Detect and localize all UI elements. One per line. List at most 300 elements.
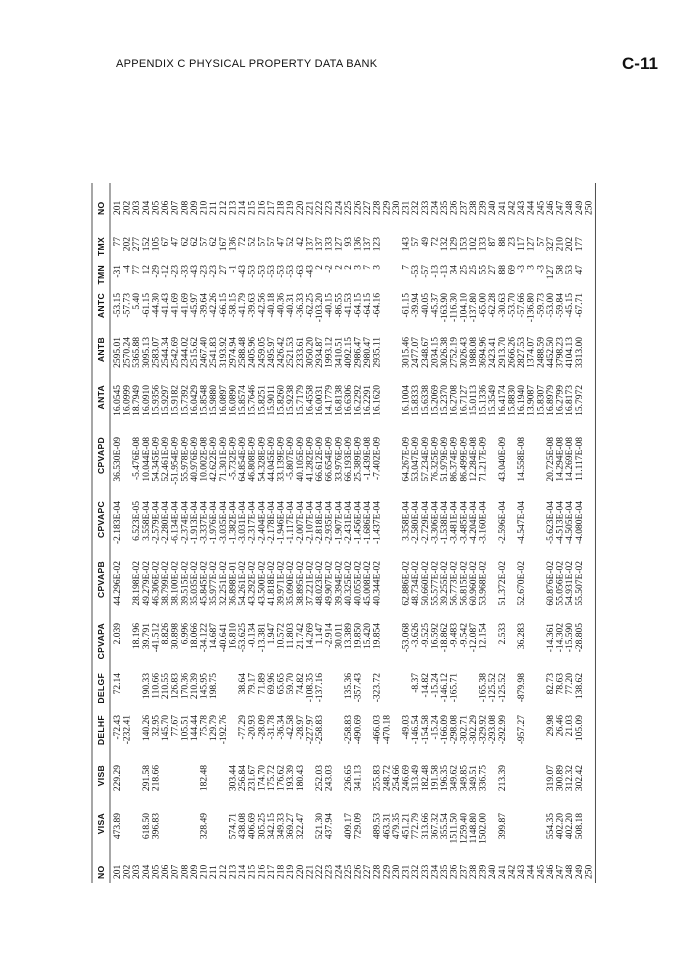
table-cell: 105.51	[180, 715, 191, 742]
table-cell: 28.198E-02	[132, 561, 143, 606]
table-cell: 15.8307	[536, 385, 547, 416]
table-cell: 554.35	[545, 813, 556, 840]
table-cell: 210	[199, 200, 210, 215]
table-cell: -31	[113, 265, 123, 278]
table-cell: -45.37	[430, 293, 441, 318]
table-cell: -1.382E-04	[228, 501, 239, 545]
table-cell: 40.344E-02	[372, 561, 383, 606]
table-cell: 15.2370	[440, 385, 451, 416]
table-cell: 45.008E-02	[363, 561, 374, 606]
table-cell: -40.641	[218, 623, 229, 653]
table-cell: -39.94	[411, 293, 422, 318]
table-cell: -9.542	[459, 623, 470, 648]
table-row	[180, 201, 190, 880]
table-cell: -1.437E-04	[372, 501, 383, 545]
table-cell: 145.70	[161, 715, 172, 742]
table-cell: -8.37	[411, 673, 422, 693]
table-cell: 3798.23	[555, 337, 566, 368]
table-cell: 219	[286, 200, 297, 215]
table-cell: 58	[555, 265, 566, 275]
table-cell: 312.32	[565, 765, 576, 792]
table-cell: 214	[238, 864, 249, 879]
table-cell: -31.78	[266, 715, 277, 740]
table-cell: -3.160E-04	[478, 501, 489, 545]
table-cell: -23	[209, 265, 220, 278]
page-number: C-11	[622, 54, 658, 73]
table-cell: 2974.94	[228, 337, 239, 368]
table-row	[421, 201, 431, 880]
table-cell: -1.117E-04	[286, 501, 297, 544]
table-cell: 232	[411, 200, 422, 215]
table-cell: 210.55	[161, 673, 172, 700]
table-cell: 228	[372, 864, 383, 879]
table-cell: -3.337E-04	[199, 501, 210, 545]
table-cell: -302.71	[459, 715, 470, 745]
table-cell: 249	[574, 200, 585, 215]
table-cell: 46.306E-02	[151, 561, 162, 606]
table-cell: 16.0890	[228, 385, 239, 416]
table-cell: 54.931E-02	[565, 561, 576, 606]
table-cell: 39.971E-02	[276, 561, 287, 606]
table-cell: 2495.97	[266, 337, 277, 368]
table-cell: 16.2292	[353, 385, 364, 416]
table-cell: -14.82	[420, 673, 431, 698]
table-cell: -53.068	[401, 623, 412, 653]
table-cell: -957.27	[517, 715, 528, 745]
table-cell: 2	[315, 265, 326, 270]
table-cell: 57	[199, 237, 210, 247]
table-cell: 10.002E-08	[199, 437, 210, 482]
table-cell: 127	[334, 237, 345, 252]
table-cell: 202	[122, 237, 133, 252]
table-cell: 67	[161, 237, 172, 247]
table-cell: 18.066	[189, 623, 200, 650]
table-cell: 3694.96	[478, 337, 489, 368]
table-cell: 55.577E-02	[430, 561, 441, 606]
table-cell: 16.0897	[218, 385, 229, 416]
table-cell: 11.117E-08	[574, 437, 585, 481]
table-cell: 218.66	[151, 765, 162, 792]
table-row	[286, 201, 296, 880]
table-cell: 40.976E-09	[189, 437, 200, 482]
table-cell: -3.481E-04	[449, 501, 460, 545]
table-cell: 64.267E-09	[401, 437, 412, 482]
table-cell: -9.525	[420, 623, 431, 648]
table-cell: -43	[189, 265, 200, 278]
table-cell: 52.670E-02	[517, 561, 528, 606]
table-cell: 218	[276, 864, 287, 879]
table-cell: 243.03	[324, 765, 335, 792]
table-cell: -15.590	[565, 623, 576, 653]
table-cell: 4452.50	[545, 337, 556, 368]
table-cell: -3.626	[411, 623, 422, 648]
table-cell: 235	[440, 200, 451, 215]
table-cell: 13.9087	[526, 385, 537, 416]
table-cell: -28.97	[295, 715, 306, 740]
table-cell: 57	[411, 237, 422, 247]
table-cell: -44.30	[151, 293, 162, 318]
table-cell: 65.65	[276, 673, 287, 695]
table-cell: 245	[536, 200, 547, 215]
table-cell: 2541.83	[209, 337, 220, 368]
table-cell: -2.374E-04	[180, 501, 191, 545]
table-cell: -13	[430, 265, 441, 278]
table-cell: 219	[286, 864, 297, 879]
table-cell: -108.35	[305, 673, 316, 703]
table-cell: -42.56	[257, 293, 268, 318]
table-cell: -36.34	[276, 715, 287, 740]
table-row	[238, 201, 248, 880]
table-cell: 313.49	[411, 765, 422, 792]
table-cell: 127	[526, 237, 537, 252]
table-cell: 248	[565, 200, 576, 215]
table-cell: 217	[266, 864, 277, 879]
table-row	[575, 201, 585, 880]
table-cell: 133	[324, 237, 335, 252]
table-cell: 367.32	[430, 813, 441, 840]
table-cell: 473.89	[113, 813, 123, 840]
table-cell: 489.53	[372, 813, 383, 840]
table-cell: 237	[459, 200, 470, 215]
table-cell: 3095.13	[141, 337, 152, 368]
column-header: VISA	[96, 813, 106, 835]
table-cell: 51.979E-09	[440, 437, 451, 482]
table-cell: -53	[276, 265, 287, 278]
table-cell: 78.63	[555, 673, 566, 695]
table-svg	[86, 71, 611, 883]
table-cell: 12.154	[478, 623, 489, 650]
table-cell: 38.64	[238, 673, 249, 695]
table-cell: 221	[305, 864, 316, 879]
table-cell: 57	[257, 237, 268, 247]
table-cell: -59.73	[536, 293, 547, 318]
table-row	[190, 201, 200, 880]
table-cell: 2	[343, 265, 354, 270]
table-cell: 27	[218, 265, 229, 275]
table-cell: 244	[526, 864, 537, 879]
table-cell: 62	[209, 237, 220, 247]
table-cell: 231	[401, 200, 412, 215]
table-cell: 3193.92	[218, 337, 229, 368]
table-cell: 212	[218, 200, 229, 215]
table-cell: 202	[122, 864, 133, 879]
table-cell: 16.2708	[449, 385, 460, 416]
table-cell: -1.913E-04	[189, 501, 200, 545]
table-cell: 2405.96	[247, 337, 258, 368]
table-row	[354, 201, 364, 880]
table-cell: 2477.07	[411, 337, 422, 368]
table-cell: 2542.69	[170, 337, 181, 368]
table-cell: 14.294E-08	[555, 437, 566, 482]
table-cell: 210	[555, 237, 566, 252]
table-row	[392, 201, 402, 880]
table-cell: 72.14	[113, 673, 123, 695]
table-cell: 618.50	[141, 813, 152, 840]
table-cell: 77.67	[170, 715, 181, 737]
table-cell: 227	[363, 864, 374, 879]
table-cell: 239	[478, 200, 489, 215]
table-cell: 300.89	[555, 765, 566, 792]
table-cell: -28.09	[257, 715, 268, 740]
table-cell: 105	[151, 237, 162, 252]
table-cell: 244	[526, 200, 537, 215]
table-cell: 5365.88	[132, 337, 143, 368]
table-cell: 342.15	[266, 813, 277, 840]
table-cell: 305.25	[257, 813, 268, 840]
table-cell: -1.439E-08	[363, 437, 374, 481]
table-cell: 7	[363, 265, 374, 270]
table-cell: 220	[295, 200, 306, 215]
table-cell: -53.00	[545, 293, 556, 318]
table-cell: 2595.01	[113, 337, 123, 368]
table-row	[373, 201, 383, 880]
table-cell: 247	[555, 864, 566, 879]
table-cell: -40.36	[276, 293, 287, 318]
table-cell: 64.854E-09	[238, 437, 249, 482]
table-cell: 2426.42	[276, 337, 287, 368]
table-cell: 16.1004	[401, 385, 412, 416]
table-cell: 203	[132, 864, 143, 879]
table-cell: 52.461E-09	[161, 437, 172, 482]
column-header: CPVAPB	[96, 561, 106, 598]
table-cell: 399.87	[497, 813, 508, 840]
table-row	[430, 201, 440, 880]
table-cell: -13	[440, 265, 451, 278]
table-cell: 43.040E-09	[497, 437, 508, 482]
table-cell: -2.431E-04	[343, 501, 354, 545]
table-cell: 2588.48	[238, 337, 249, 368]
table-cell: -53.625	[238, 623, 249, 653]
table-cell: 5.40	[132, 293, 143, 310]
table-cell: 48.734E-02	[411, 561, 422, 606]
table-cell: 74.82	[295, 673, 306, 695]
table-row	[132, 201, 142, 880]
table-cell: -53.15	[113, 293, 123, 318]
table-cell: 93	[343, 237, 354, 247]
table-cell: -43	[305, 265, 316, 278]
table-cell: 463.31	[382, 813, 393, 840]
table-row	[488, 201, 498, 880]
table-cell: 38.895E-02	[295, 561, 306, 606]
table-cell: 210	[199, 864, 210, 879]
table-cell: 18.7949	[132, 385, 143, 416]
table-row	[382, 201, 392, 880]
table-cell: 234	[430, 200, 441, 215]
table-cell: 14.1779	[324, 385, 335, 416]
table-cell: -4.547E-04	[517, 501, 528, 545]
table-cell: 369.27	[286, 813, 297, 840]
table-cell: 15.420	[363, 623, 374, 650]
table-cell: 53.968E-02	[478, 561, 489, 606]
table-cell: 77	[113, 237, 123, 247]
table-cell: -103.20	[315, 293, 326, 323]
table-cell: -42.26	[209, 293, 220, 318]
table-cell: -137.16	[315, 673, 326, 703]
table-cell: 53.047E-09	[411, 437, 422, 482]
table-cell: -2.280E-04	[161, 501, 172, 545]
table-cell: -3.485E-04	[459, 501, 470, 545]
table-row	[257, 201, 267, 880]
table-cell: 2034.15	[430, 337, 441, 368]
table-cell: -166.09	[440, 715, 451, 745]
table-cell: -154.58	[420, 715, 431, 745]
table-cell: 45.845E-02	[199, 561, 210, 606]
table-cell: 250	[584, 864, 595, 879]
table-cell: -2.579E-04	[151, 501, 162, 545]
table-cell: 231	[401, 864, 412, 879]
table-row	[479, 201, 489, 880]
table-cell: 250	[584, 200, 595, 215]
table-cell: 49.279E-02	[141, 561, 152, 606]
table-cell: -40.18	[266, 293, 277, 318]
table-cell: 69.96	[266, 673, 277, 695]
column-header: TMX	[96, 237, 106, 257]
table-row	[363, 201, 373, 880]
table-cell: -298.08	[449, 715, 460, 745]
table-cell: 203	[132, 200, 143, 215]
table-cell: 15.9011	[266, 385, 277, 416]
table-cell: 136	[228, 237, 239, 252]
table-cell: -39.64	[199, 293, 210, 318]
table-cell: 15.8333	[411, 385, 422, 416]
table-cell: 40.055E-02	[353, 561, 364, 606]
table-cell: 50.660E-02	[420, 561, 431, 606]
table-cell: -2.914	[324, 623, 335, 648]
table-cell: 66.612E-09	[315, 437, 326, 482]
table-cell: 177	[574, 237, 585, 252]
table-cell: 137	[315, 237, 326, 252]
table-cell: 247	[555, 200, 566, 215]
table-cell: 20.725E-08	[545, 437, 556, 482]
table-cell: 2752.19	[449, 337, 460, 368]
table-cell: 49	[420, 237, 431, 247]
table-cell: 60.876E-02	[545, 561, 556, 606]
table-cell: -15.24	[430, 715, 441, 740]
table-cell: 144.44	[189, 715, 200, 742]
column-header: ANTB	[96, 337, 106, 363]
table-cell: 246	[545, 200, 556, 215]
table-cell: 126.83	[170, 673, 181, 700]
table-cell: -2.183E-04	[113, 501, 123, 545]
table-cell: -2.935E-04	[324, 501, 335, 545]
table-cell: 336.75	[478, 765, 489, 792]
table-cell: 15.7972	[574, 385, 585, 416]
table-cell: 211	[209, 201, 220, 215]
table-cell: 190.33	[141, 673, 152, 700]
table-cell: 79.17	[247, 673, 258, 695]
table-row	[113, 201, 123, 880]
table-cell: 211	[209, 865, 220, 879]
table-row	[556, 201, 566, 880]
table-cell: 241	[497, 864, 508, 879]
table-cell: 88	[497, 237, 508, 247]
table-cell: -45.15	[565, 293, 576, 318]
table-cell: 204	[141, 200, 152, 215]
table-cell: 521.30	[315, 813, 326, 840]
table-cell: 438.08	[238, 813, 249, 840]
table-cell: -292.99	[497, 715, 508, 745]
table-cell: 216	[257, 200, 268, 215]
table-cell: -258.83	[315, 715, 326, 745]
table-cell: -2.317E-04	[247, 501, 258, 545]
table-cell: 210.39	[189, 673, 200, 700]
table-cell: 234	[430, 864, 441, 879]
table-cell: 241	[497, 200, 508, 215]
table-cell: 180.43	[295, 765, 306, 792]
table-cell: 243	[517, 200, 528, 215]
table-cell: 246.69	[401, 765, 412, 792]
table-cell: 16.6306	[343, 385, 354, 416]
table-cell: -14.302	[555, 623, 566, 653]
table-cell: 82.73	[545, 673, 556, 695]
table-cell: 53	[565, 265, 576, 275]
table-cell: 7	[401, 265, 412, 270]
table-row	[584, 201, 594, 880]
table-cell: 2980.47	[363, 337, 374, 368]
table-cell: 86.374E-09	[449, 437, 460, 482]
table-cell: -62.28	[488, 293, 499, 318]
table-cell: -66.15	[218, 293, 229, 318]
table-row	[200, 201, 210, 880]
table-cell: -4.080E-04	[574, 501, 585, 545]
table-row	[151, 201, 161, 880]
table-cell: 248.72	[382, 765, 393, 792]
table-cell: -3	[517, 265, 528, 273]
table-cell: 209	[189, 864, 200, 879]
table-cell: 77.20	[565, 673, 576, 695]
table-cell: -3	[536, 265, 547, 273]
table-cell: 208	[180, 864, 191, 879]
table-cell: 21.742	[295, 623, 306, 650]
table-cell: -4.505E-04	[565, 501, 576, 545]
table-cell: 3	[353, 265, 364, 270]
table-cell: 349.62	[449, 765, 460, 792]
table-cell: 15.2069	[430, 385, 441, 416]
table-cell: 2986.47	[353, 337, 364, 368]
table-cell: -4.513E-04	[555, 501, 566, 545]
table-cell: 233	[420, 200, 431, 215]
table-cell: -64.16	[372, 293, 383, 318]
table-cell: 42	[295, 237, 306, 247]
table-cell: -9.483	[449, 623, 460, 648]
table-row	[507, 201, 517, 880]
table-row	[123, 201, 133, 880]
table-cell: -57	[420, 265, 431, 278]
table-row	[219, 201, 229, 880]
table-cell: 23	[507, 237, 518, 247]
table-cell: 212	[218, 864, 229, 879]
table-cell: -41.43	[161, 293, 172, 318]
table-cell: 3313.00	[574, 337, 585, 368]
table-cell: -28.805	[574, 623, 585, 653]
table-cell: 2333.61	[295, 337, 306, 368]
table-cell: -4.204E-04	[468, 501, 479, 545]
table-cell: 57.234E-09	[420, 437, 431, 482]
table-cell: 437.94	[324, 813, 335, 840]
table-cell: 71.89	[257, 673, 268, 695]
table-cell: -1.946E-04	[276, 501, 287, 545]
table-cell: 2583.07	[151, 337, 162, 368]
table-cell: 110.66	[151, 673, 162, 699]
table-cell: 39.515E-02	[180, 561, 191, 606]
table-cell: 30.011	[334, 623, 345, 649]
table-cell: 15.0113	[468, 385, 479, 416]
table-cell: 479.35	[391, 813, 402, 840]
table-cell: 66.654E-09	[324, 437, 335, 482]
table-cell: 2827.53	[517, 337, 528, 368]
table-cell: -40.05	[420, 293, 431, 318]
table-cell: 1993.12	[324, 337, 335, 368]
